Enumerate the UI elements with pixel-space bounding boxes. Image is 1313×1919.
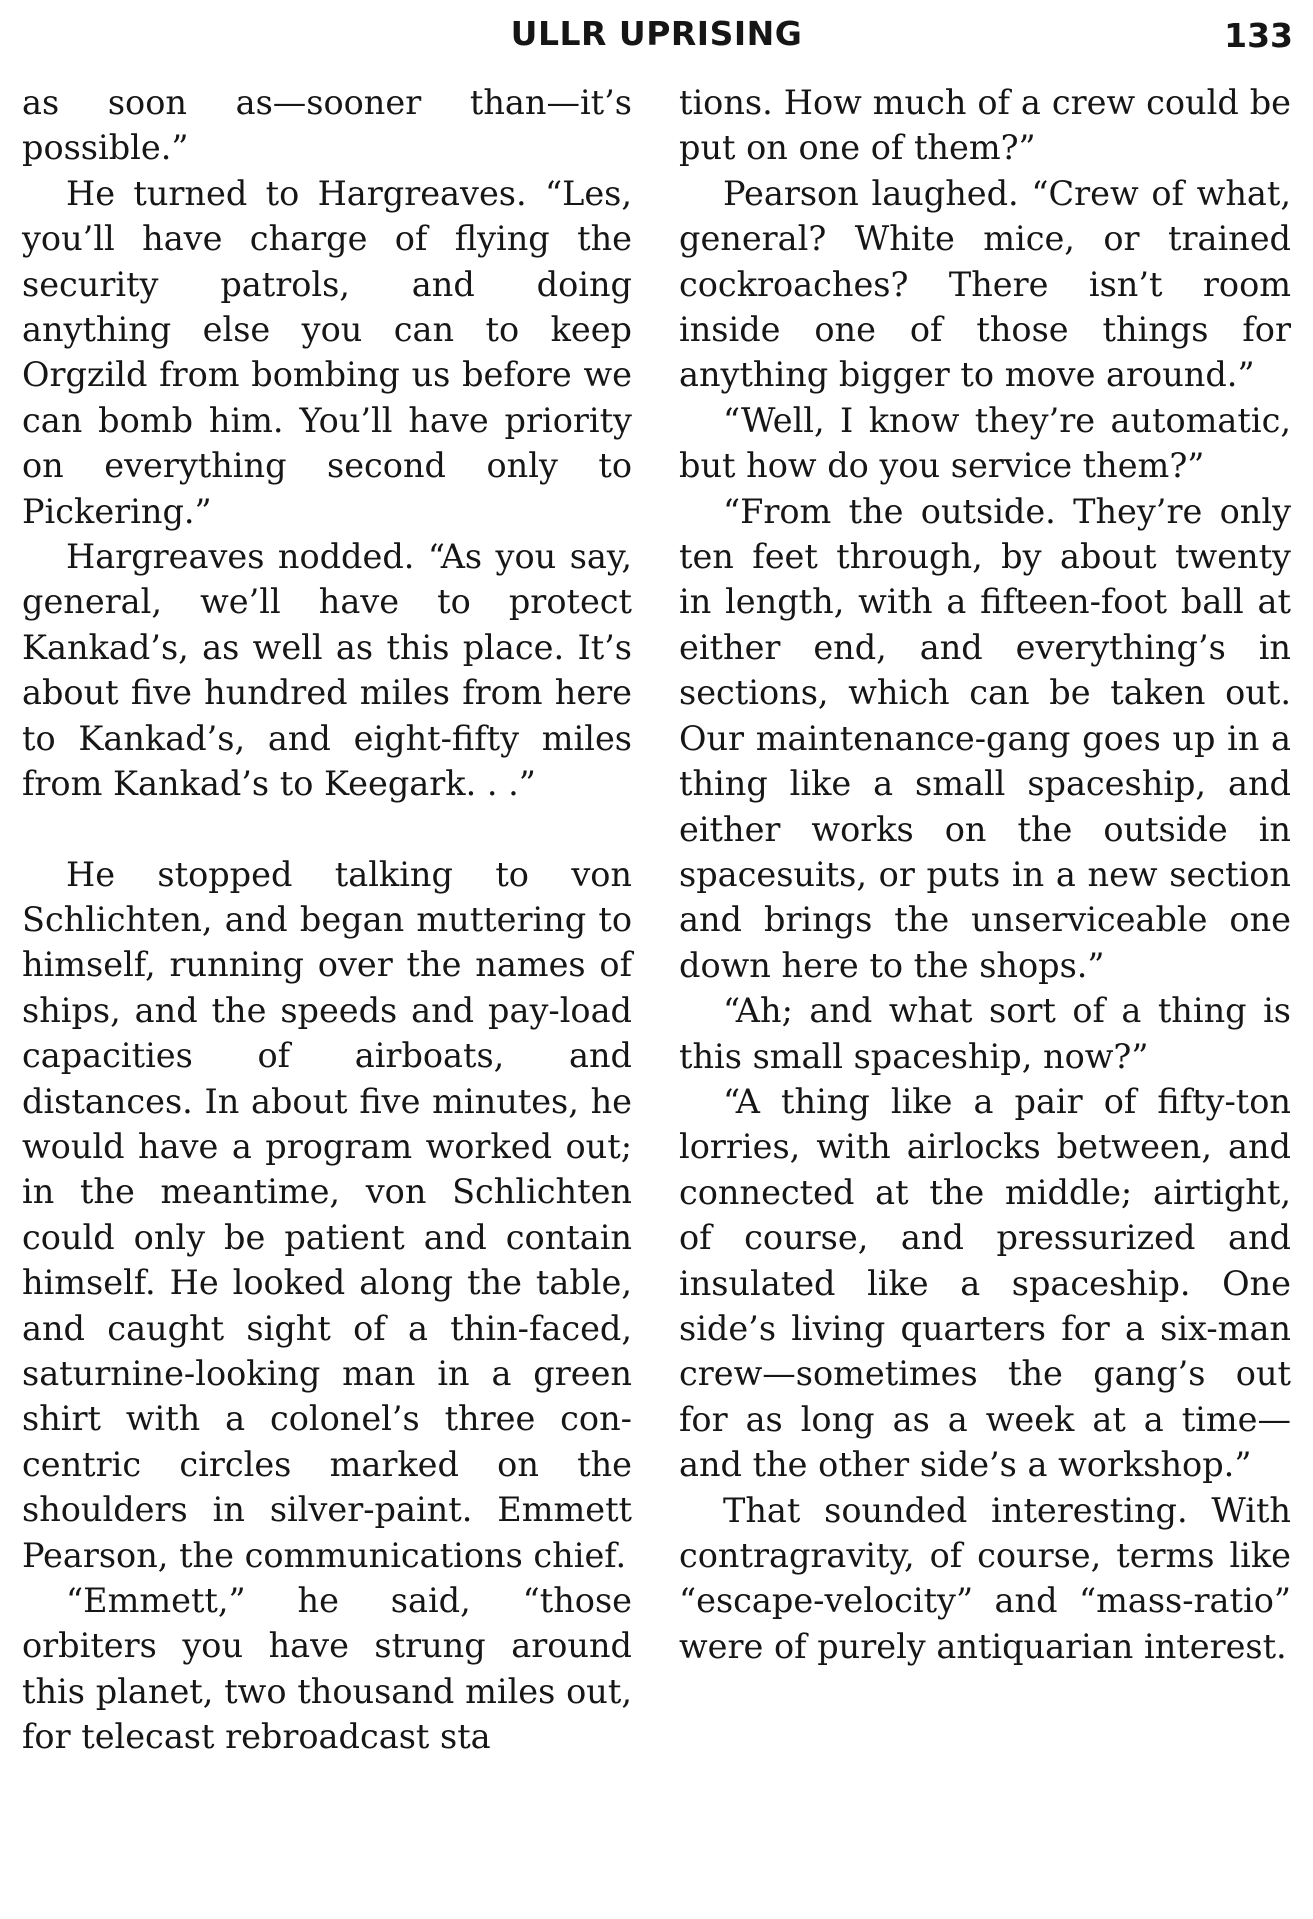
paragraph: Pearson laughed. “Crew of what, general? White mice, or trained cockroaches? There isn’t room inside one of those things for anything bigger to move around.” (679, 173, 1291, 395)
running-title: ULLR UPRISING (510, 14, 803, 53)
right-column (679, 80, 1291, 1669)
paragraph: tions. How much of a crew could be put on one of them?” (679, 83, 1291, 168)
paragraph: “Well, I know they’re automatic, but how do you service them?” (679, 400, 1291, 486)
paragraph: “Emmett,” he said, “those orbiters you have strung around this planet, two thousand miles out, for telecast rebroadcast sta (22, 1581, 632, 1757)
page-number: 133 (1224, 16, 1293, 55)
paragraph: as soon as—sooner than—it’s possible.” (22, 83, 632, 168)
paragraph: That sounded interesting. With contragravity, of course, terms like “escape-velocity” and “mass-ratio” were of purely antiquarian interest. (679, 1490, 1291, 1666)
paragraph: “Ah; and what sort of a thing is this small spaceship, now?” (679, 991, 1291, 1076)
paragraph: “A thing like a pair of fifty-ton lorries, with airlocks between, and connected at the middle; airtight, of course, and pressurized and insulated like a spaceship. One side’s living quarters for a six-man crew—sometimes the gang’s out for as long as a week at a time—and the other side’s a workshop.” (679, 1081, 1291, 1485)
paragraph: He stopped talking to von Schlichten, and began muttering to himself, running over the names of ships, and the speeds and pay-load capacities of airboats, and distances. In about five minutes, he would have a program worked out; in the meantime, von Schlichten could only be patient and contain himself. He looked along the table, and caught sight of a thin-faced, saturnine-looking man in a green shirt with a colonel’s three concentric circles marked on the shoulders in silver-paint. Emmett Pearson, the communications chief. (22, 854, 632, 1575)
paragraph: He turned to Hargreaves. “Les, you’ll have charge of flying the security patrols, and doing anything else you can to keep Orgzild from bombing us before we can bomb him. You’ll have priority on everything second only to Pickering.” (22, 173, 632, 531)
paragraph: “From the outside. They’re only ten feet through, by about twenty in length, with a fifteen-foot ball at either end, and everything’s in sections, which can be taken out. Our maintenance-gang goes up in a thing like a small spaceship, and either works on the outside in spacesuits, or puts in a new section and brings the unserviceable one down here to the shops.” (679, 491, 1291, 985)
running-head (0, 14, 1313, 64)
left-column (22, 80, 632, 1760)
paragraph: Hargreaves nodded. “As you say, general, we’ll have to protect Kankad’s, as well as this place. It’s about five hundred miles from here to Kankad’s, and eight-fifty miles from Kankad’s to Keegark. . .” (22, 537, 632, 804)
